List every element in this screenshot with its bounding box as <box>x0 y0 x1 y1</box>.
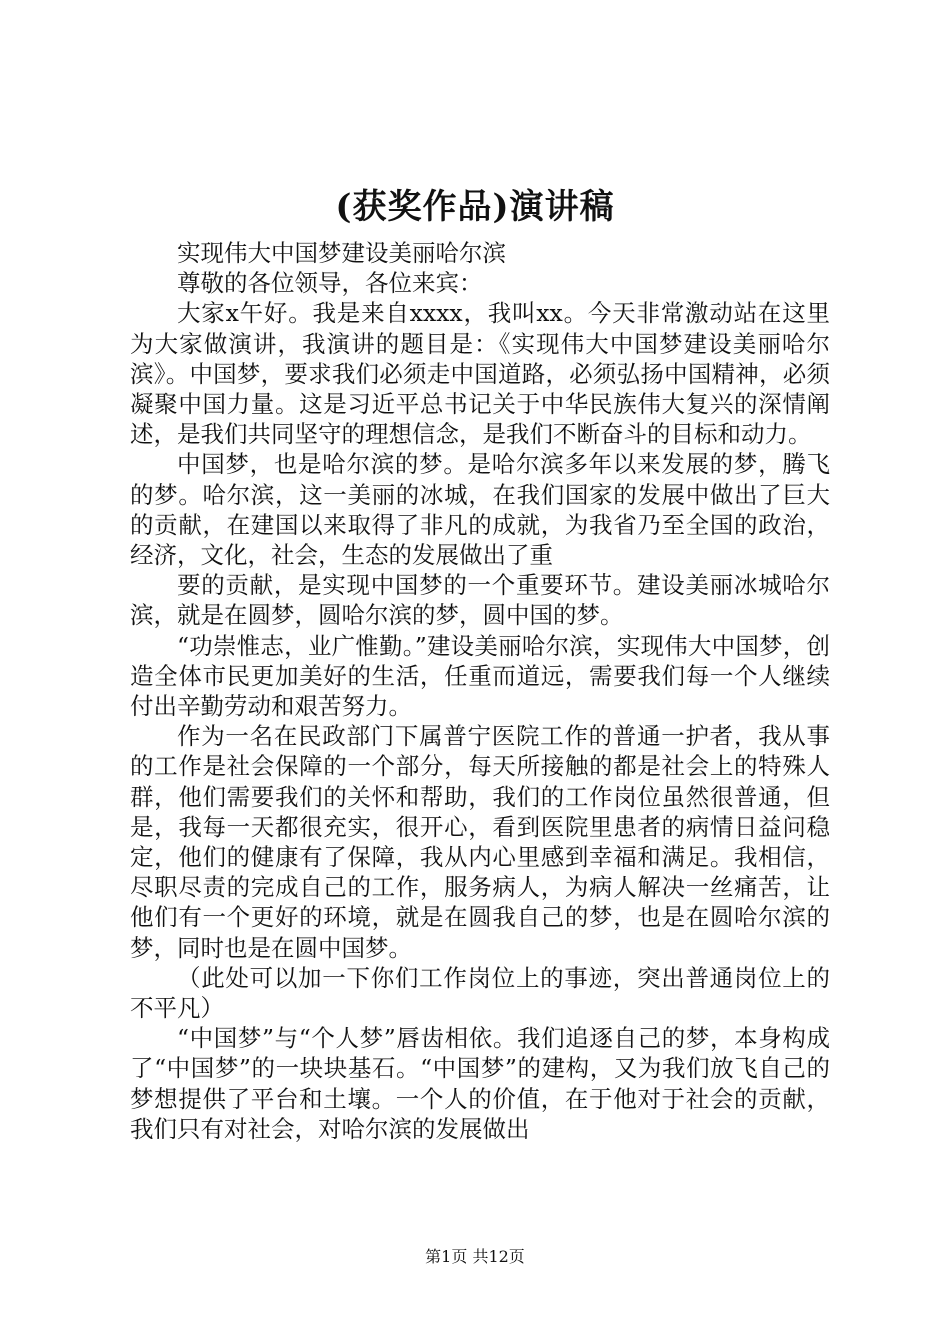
paragraph: 作为一名在民政部门下属普宁医院工作的普通一护者，我从事的工作是社会保障的一个部分，每天所接触的都是社会上的特殊人群，他们需要我们的关怀和帮助，我们的工作岗位虽然很普通，但是，我每一天都很充实，很开心，看到医院里患者的病情日益问稳定，他们的健康有了保障，我从内心里感到幸福和满足。我相信，尽职尽责的完成自己的工作，服务病人，为病人解决一丝痛苦，让他们有一个更好的环境，就是在圆我自己的梦，也是在圆哈尔滨的梦，同时也是在圆中国梦。 <box>130 722 830 962</box>
document-body <box>130 238 830 1144</box>
paragraph: 大家x午好。我是来自xxxx，我叫xx。今天非常激动站在这里为大家做演讲，我演讲的题目是：《实现伟大中国梦建设美丽哈尔滨》。中国梦，要求我们必须走中国道路，必须弘扬中国精神，必须凝聚中国力量。这是习近平总书记关于中华民族伟大复兴的深情阐述，是我们共同坚守的理想信念，是我们不断奋斗的目标和动力。 <box>130 299 830 449</box>
paragraph: 要的贡献，是实现中国梦的一个重要环节。建设美丽冰城哈尔滨，就是在圆梦，圆哈尔滨的梦，圆中国的梦。 <box>130 571 830 630</box>
paragraph-salutation: 尊敬的各位领导，各位来宾： <box>177 269 483 298</box>
paragraph: “功崇惟志，业广惟勤。”建设美丽哈尔滨，实现伟大中国梦，创造全体市民更加美好的生活，任重而道远，需要我们每一个人继续付出辛勤劳动和艰苦努力。 <box>130 631 830 721</box>
document-title: (获奖作品)演讲稿 <box>335 187 615 227</box>
paragraph-subtitle: 实现伟大中国梦建设美丽哈尔滨 <box>177 239 506 267</box>
paragraph-note: （此处可以加一下你们工作岗位上的事迹，突出普通岗位上的不平凡） <box>130 963 830 1023</box>
paragraph: “中国梦”与“个人梦”唇齿相依。我们追逐自己的梦，本身构成了“中国梦”的一块块基石。“中国梦”的建构，又为我们放飞自己的梦想提供了平台和土壤。一个人的价值，在于他对于社会的贡献，我们只有对社会，对哈尔滨的发展做出 <box>130 1024 830 1143</box>
paragraph: 中国梦，也是哈尔滨的梦。是哈尔滨多年以来发展的梦，腾飞的梦。哈尔滨，这一美丽的冰城，在我们国家的发展中做出了巨大的贡献，在建国以来取得了非凡的成就，为我省乃至全国的政治，经济，文化，社会，生态的发展做出了重 <box>130 450 830 570</box>
page-number-footer: 第1页 共12页 <box>425 1247 525 1266</box>
